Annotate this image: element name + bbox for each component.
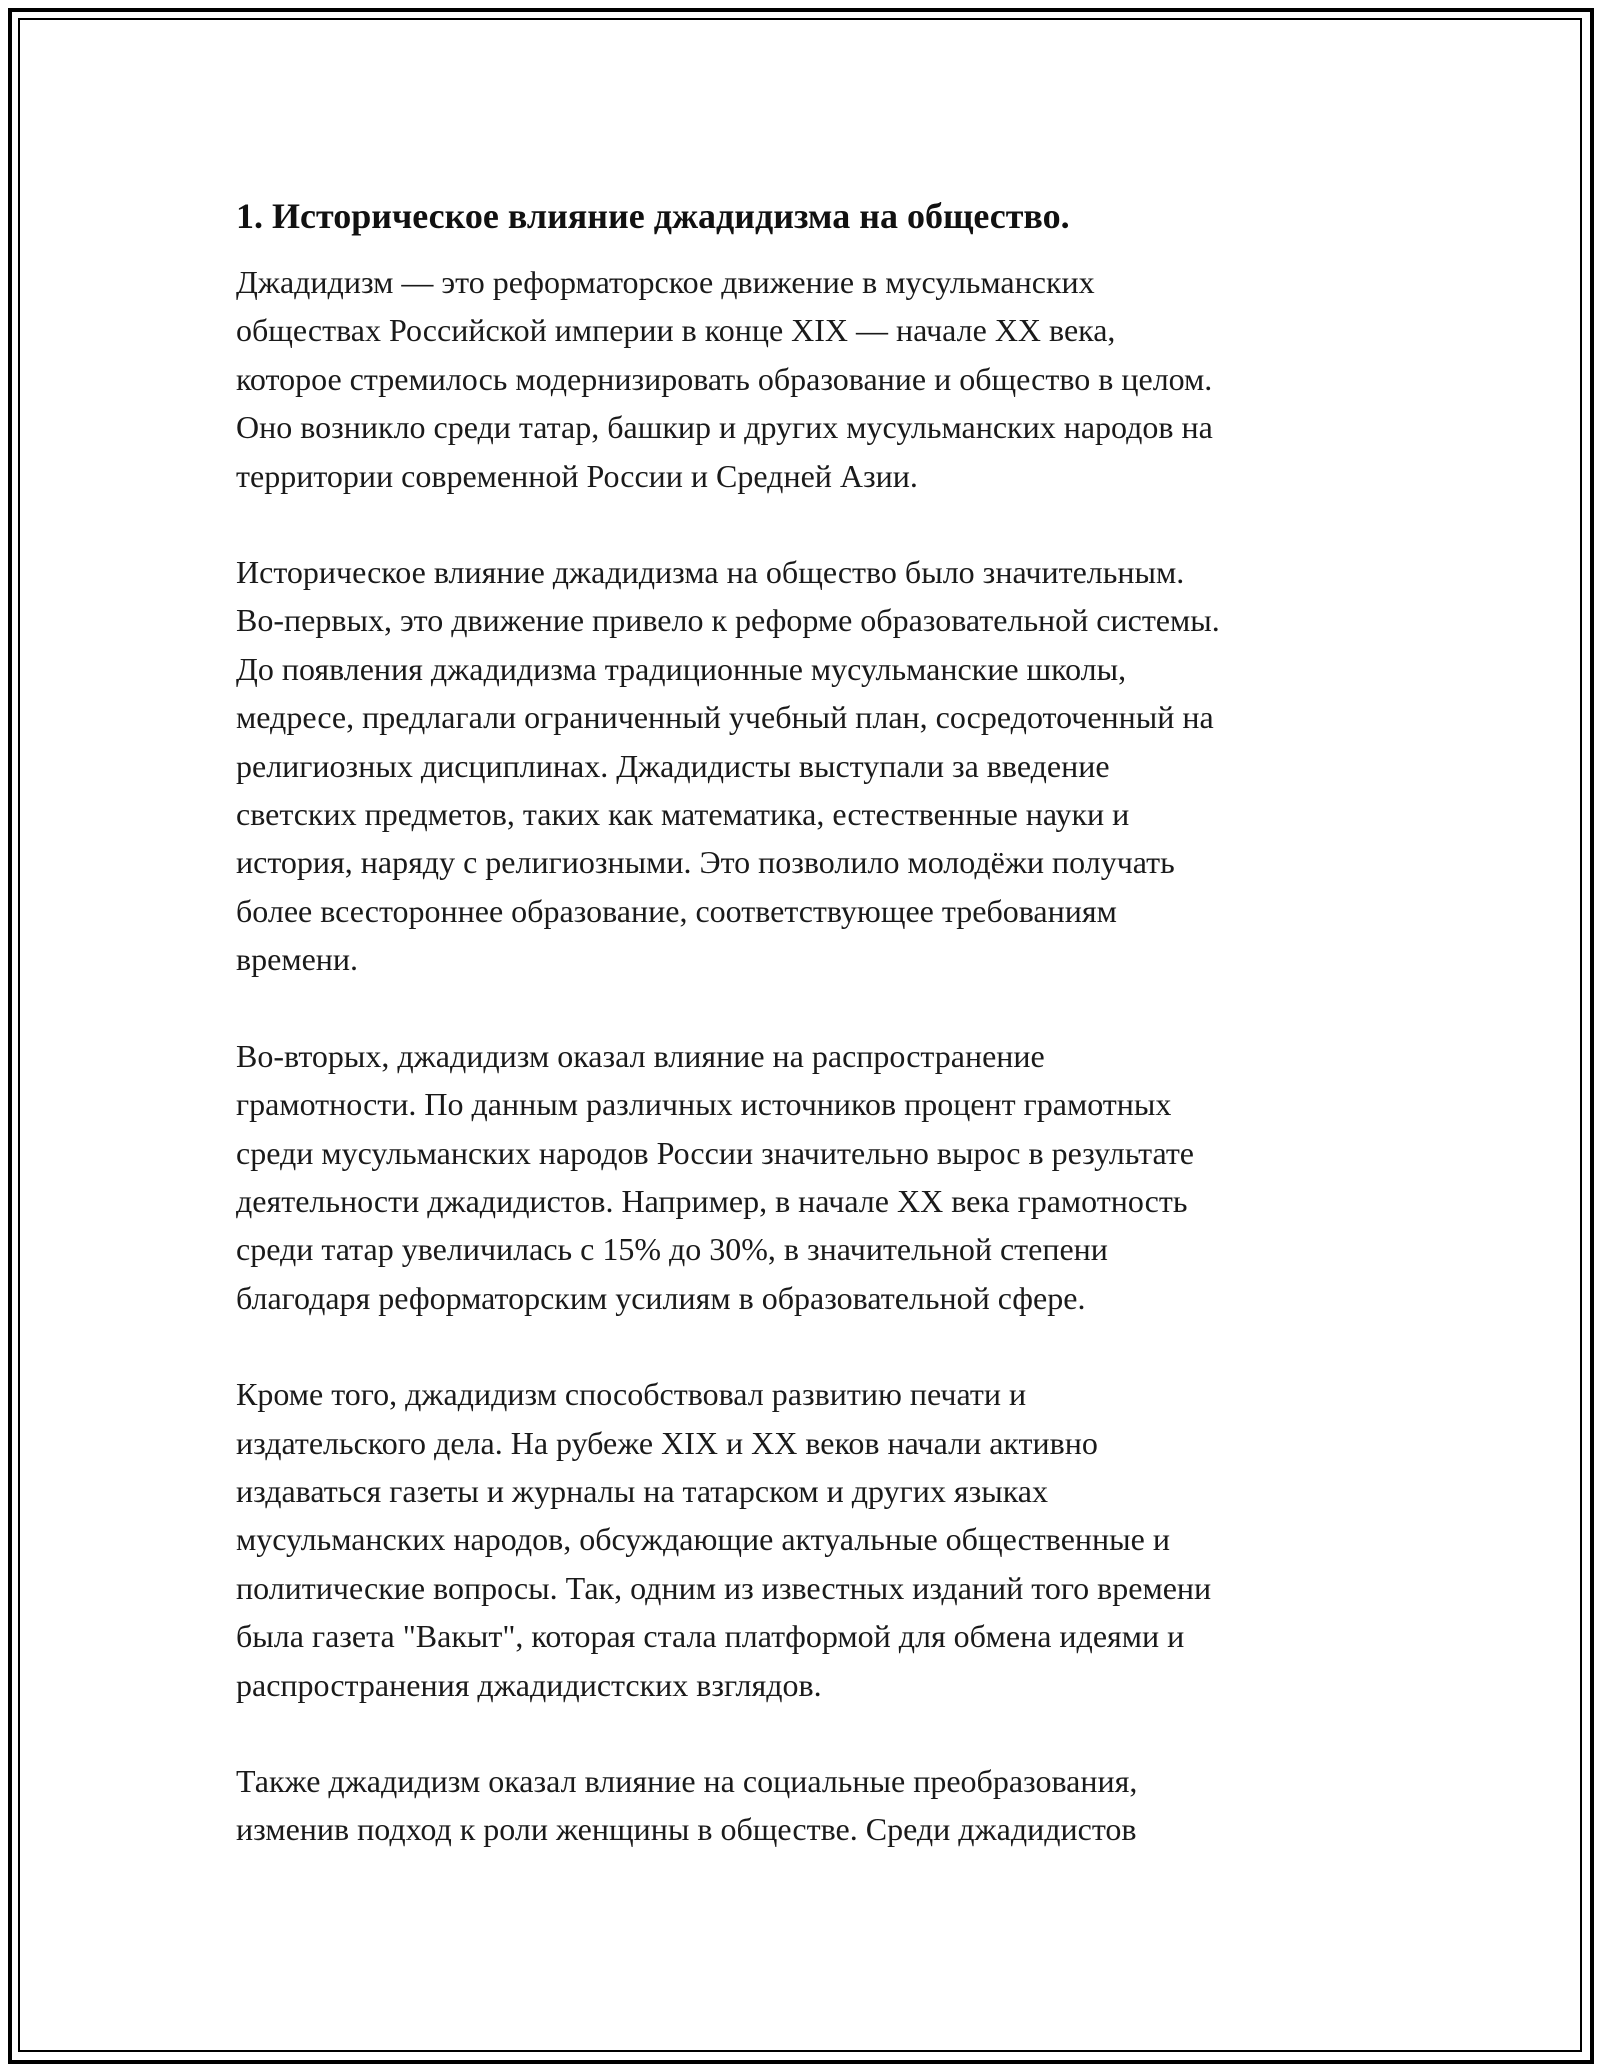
document-body [236, 186, 1376, 1902]
paragraph-education-reform: Историческое влияние джадидизма на общество было значительным. Во-первых, это движение привело к реформе образовательной системы. До появления джадидизма традиционные мусульманские школы, медресе, предлагали ограниченный учебный план, сосредоточенный на религиозных дисциплинах. Джадидисты выступали за введение светских предметов, таких как математика, естественные науки и история, наряду с религиозными. Это позволило молодёжи получать более всестороннее образование, соответствующее требованиям времени. [236, 554, 1220, 978]
paragraph-definition: Джадидизм — это реформаторское движение в мусульманских обществах Российской империи в конце XIX — начале XX века, которое стремилось модернизировать образование и общество в целом. Оно возникло среди татар, башкир и других мусульманских народов на территории современной России и Средней Азии. [236, 264, 1213, 494]
section-heading: 1. Историческое влияние джадидизма на общество. [236, 196, 1070, 236]
paragraph-press: Кроме того, джадидизм способствовал развитию печати и издательского дела. На рубеже XIX и XX веков начали активно издаваться газеты и журналы на татарском и других языках мусульманских народов, обсуждающие актуальные общественные и политические вопросы. Так, одним из известных изданий того времени была газета "Вакыт", которая стала платформой для обмена идеями и распространения джадидистских взглядов. [236, 1376, 1212, 1703]
paragraph-social-change: Также джадидизм оказал влияние на социальные преобразования, изменив подход к роли женщины в обществе. Среди джадидистов [236, 1762, 1138, 1848]
paragraph-literacy: Во-вторых, джадидизм оказал влияние на распространение грамотности. По данным различных источников процент грамотных среди мусульманских народов России значительно вырос в результате деятельности джадидистов. Например, в начале XX века грамотность среди татар увеличилась с 15% до 30%, в значительной степени благодаря реформаторским усилиям в образовательной сфере. [236, 1037, 1194, 1316]
